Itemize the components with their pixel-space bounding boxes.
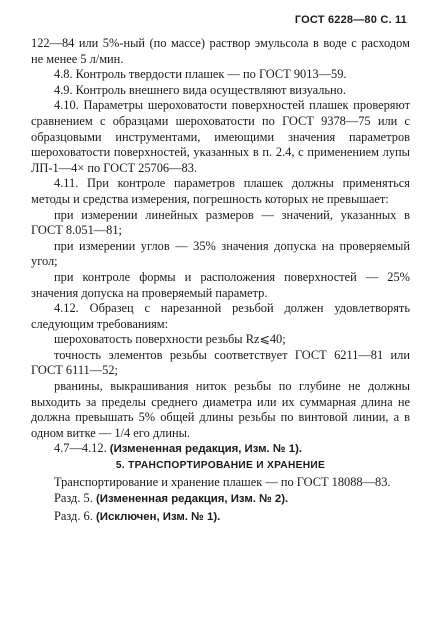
paragraph-4-11: 4.11. При контроле параметров плашек должны применяться методы и средства измерения, погрешность которых не превышает:: [31, 176, 410, 206]
paragraph-4-8: 4.8. Контроль твердости плашек — по ГОСТ 9013—59.: [54, 67, 347, 82]
paragraph-4-9: 4.9. Контроль внешнего вида осуществляют визуально.: [54, 82, 346, 97]
razd-5-ref: Разд. 5.: [54, 491, 93, 506]
paragraph-4-12: 4.12. Образец с нарезанной резьбой должен удовлетворять следующим требованиям:: [31, 301, 410, 331]
section-5-text: Транспортирование и хранение плашек — по ГОСТ 18088—83.: [54, 474, 391, 489]
paragraph-4-12-defects: рванины, выкрашивания ниток резьбы по глубине не должны выходить за пределы среднего диаметра или их суммарная длина не должна превышать 5% общей длины резьбы по винтовой линии, а в одном витке — 1/4 его длины.: [31, 379, 410, 440]
section-5-title: 5. ТРАНСПОРТИРОВАНИЕ И ХРАНЕНИЕ: [115, 460, 326, 472]
paragraph-4-12-roughness: шероховатость поверхности резьбы Rz⩽40;: [54, 332, 286, 347]
section-5-body: [31, 474, 410, 526]
razd-6-ref: Разд. 6.: [54, 508, 93, 523]
razd-6-note: [31, 508, 410, 526]
revision-ref: 4.7—4.12.: [54, 441, 107, 456]
razd-6-revision: (Исключен, Изм. № 1).: [95, 510, 221, 523]
paragraph-4-12-accuracy: точность элементов резьбы соответствует ГОСТ 6211—81 или ГОСТ 6111—52;: [31, 347, 410, 378]
paragraph-revision-note: [31, 441, 410, 458]
paragraph-4-11-form: при контроле формы и расположения поверхностей — 25% значения допуска на проверяемый параметр.: [31, 269, 410, 300]
paragraph-4-10: 4.10. Параметры шероховатости поверхностей плашек проверяют сравнением с образцами шероховатости по ГОСТ 9378—75 или с образцовыми инструментами, имеющими значения параметров шероховатости поверхностей, указанных в п. 2.4, с применением лупы ЛП-1—4× по ГОСТ 25706—83.: [31, 98, 410, 175]
paragraph-continuation: 122—84 или 5%-ный (по массе) раствор эмульсола в воде с расходом не менее 5 л/мин.: [31, 36, 410, 66]
razd-5-revision: (Измененная редакция, Изм. № 2).: [95, 493, 289, 506]
paragraph-4-11-linear: при измерении линейных размеров — значений, указанных в ГОСТ 8.051—81;: [31, 207, 410, 238]
paragraph-4-11-angles: при измерении углов — 35% значения допуска на проверяемый угол;: [31, 238, 410, 269]
document-body: [31, 36, 410, 525]
razd-5-note: [31, 490, 410, 508]
revision-note: (Измененная редакция, Изм. № 1).: [109, 443, 303, 456]
running-header: ГОСТ 6228—80 С. 11: [294, 14, 407, 26]
